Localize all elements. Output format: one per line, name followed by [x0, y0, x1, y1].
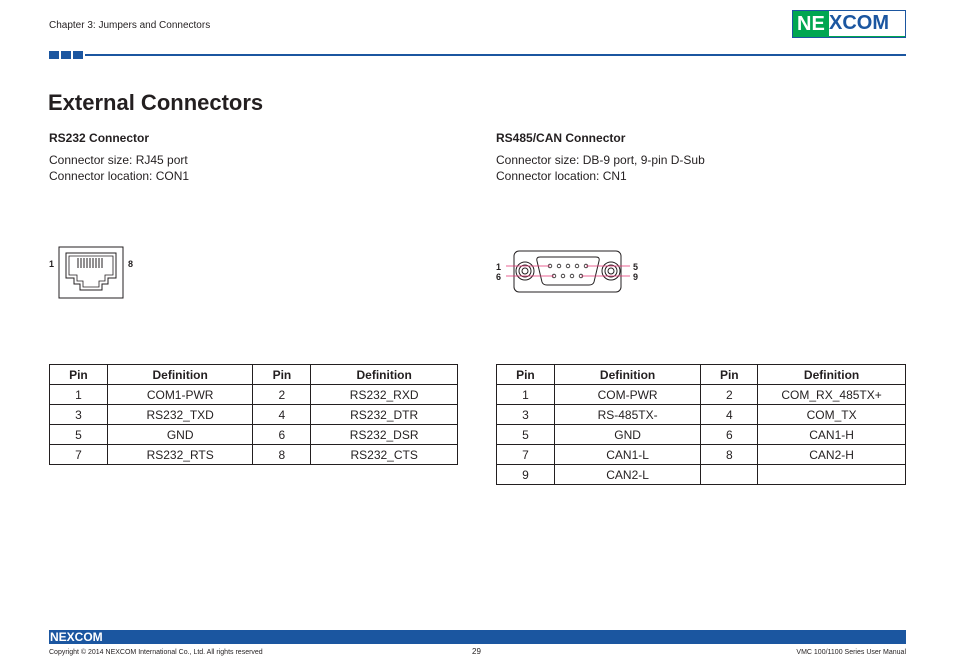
page-title: External Connectors	[48, 90, 264, 115]
table-cell: COM1-PWR	[107, 385, 253, 405]
col-header: Definition	[311, 365, 458, 385]
rj45-pin-1-label: 1	[49, 259, 55, 269]
col-header: Pin	[701, 365, 758, 385]
table-row	[497, 405, 906, 425]
logo-ne: NE	[797, 13, 825, 35]
table-row	[497, 445, 906, 465]
rj45-port-diagram	[58, 246, 124, 299]
table-cell: 1	[497, 385, 555, 405]
table-row	[50, 385, 458, 405]
rs485-pin-table	[496, 364, 906, 485]
table-cell: 1	[50, 385, 108, 405]
table-cell: 6	[701, 425, 758, 445]
manual-title: VMC 100/1100 Series User Manual	[796, 649, 906, 656]
table-header-row	[50, 365, 458, 385]
rs232-title: RS232 Connector	[49, 131, 150, 145]
table-cell: CAN2-H	[758, 445, 906, 465]
db9-port-diagram	[502, 250, 632, 293]
nexcom-logo	[792, 10, 906, 38]
logo-xcom-box	[829, 11, 905, 36]
table-row	[50, 405, 458, 425]
table-cell: CAN1-H	[758, 425, 906, 445]
table-cell: 4	[701, 405, 758, 425]
table-cell: GND	[107, 425, 253, 445]
table-cell: COM_TX	[758, 405, 906, 425]
col-header: Definition	[758, 365, 906, 385]
table-cell: 5	[50, 425, 108, 445]
table-cell: RS232_CTS	[311, 445, 458, 465]
table-cell: 8	[701, 445, 758, 465]
header-rule	[85, 54, 906, 56]
rs232-pin-table	[49, 364, 458, 465]
rs232-location: Connector location: CON1	[49, 169, 190, 183]
table-cell: GND	[554, 425, 701, 445]
chapter-label: Chapter 3: Jumpers and Connectors	[49, 20, 211, 31]
rs485-size: Connector size: DB-9 port, 9-pin D-Sub	[496, 153, 705, 167]
copyright-text: Copyright © 2014 NEXCOM International Co., Ltd. All rights reserved	[49, 649, 263, 656]
table-header-row	[497, 365, 906, 385]
rs485-location: Connector location: CN1	[496, 169, 627, 183]
col-header: Definition	[107, 365, 253, 385]
table-cell: COM_RX_485TX+	[758, 385, 906, 405]
col-header: Definition	[554, 365, 701, 385]
table-cell: RS232_RXD	[311, 385, 458, 405]
table-cell: RS232_DSR	[311, 425, 458, 445]
footer-bar	[49, 630, 906, 644]
rs485-title: RS485/CAN Connector	[496, 131, 626, 145]
table-cell: CAN2-L	[554, 465, 701, 485]
page-number: 29	[472, 647, 481, 656]
table-cell: RS232_RTS	[107, 445, 253, 465]
footer-logo: NEXCOM	[50, 630, 103, 644]
db9-pin-6-label: 6	[496, 272, 502, 282]
table-cell: 5	[497, 425, 555, 445]
table-cell	[758, 465, 906, 485]
table-row	[497, 425, 906, 445]
table-cell: 2	[253, 385, 311, 405]
col-header: Pin	[50, 365, 108, 385]
table-cell: RS-485TX-	[554, 405, 701, 425]
db9-pin-1-label: 1	[496, 262, 502, 272]
table-cell: CAN1-L	[554, 445, 701, 465]
table-cell: RS232_TXD	[107, 405, 253, 425]
table-row	[50, 425, 458, 445]
table-cell: 6	[253, 425, 311, 445]
table-cell: 2	[701, 385, 758, 405]
table-cell: 8	[253, 445, 311, 465]
table-row	[497, 465, 906, 485]
table-row	[50, 445, 458, 465]
table-cell: 7	[497, 445, 555, 465]
table-cell: RS232_DTR	[311, 405, 458, 425]
table-cell: COM-PWR	[554, 385, 701, 405]
table-row	[497, 385, 906, 405]
logo-xcom: XCOM	[829, 12, 889, 34]
table-cell: 7	[50, 445, 108, 465]
rs232-size: Connector size: RJ45 port	[49, 153, 188, 167]
table-cell	[701, 465, 758, 485]
col-header: Pin	[253, 365, 311, 385]
table-cell: 3	[497, 405, 555, 425]
db9-pin-9-label: 9	[633, 272, 639, 282]
table-cell: 4	[253, 405, 311, 425]
header-squares	[49, 51, 83, 59]
table-cell: 9	[497, 465, 555, 485]
col-header: Pin	[497, 365, 555, 385]
table-cell: 3	[50, 405, 108, 425]
db9-pin-5-label: 5	[633, 262, 639, 272]
rj45-pin-8-label: 8	[128, 259, 134, 269]
